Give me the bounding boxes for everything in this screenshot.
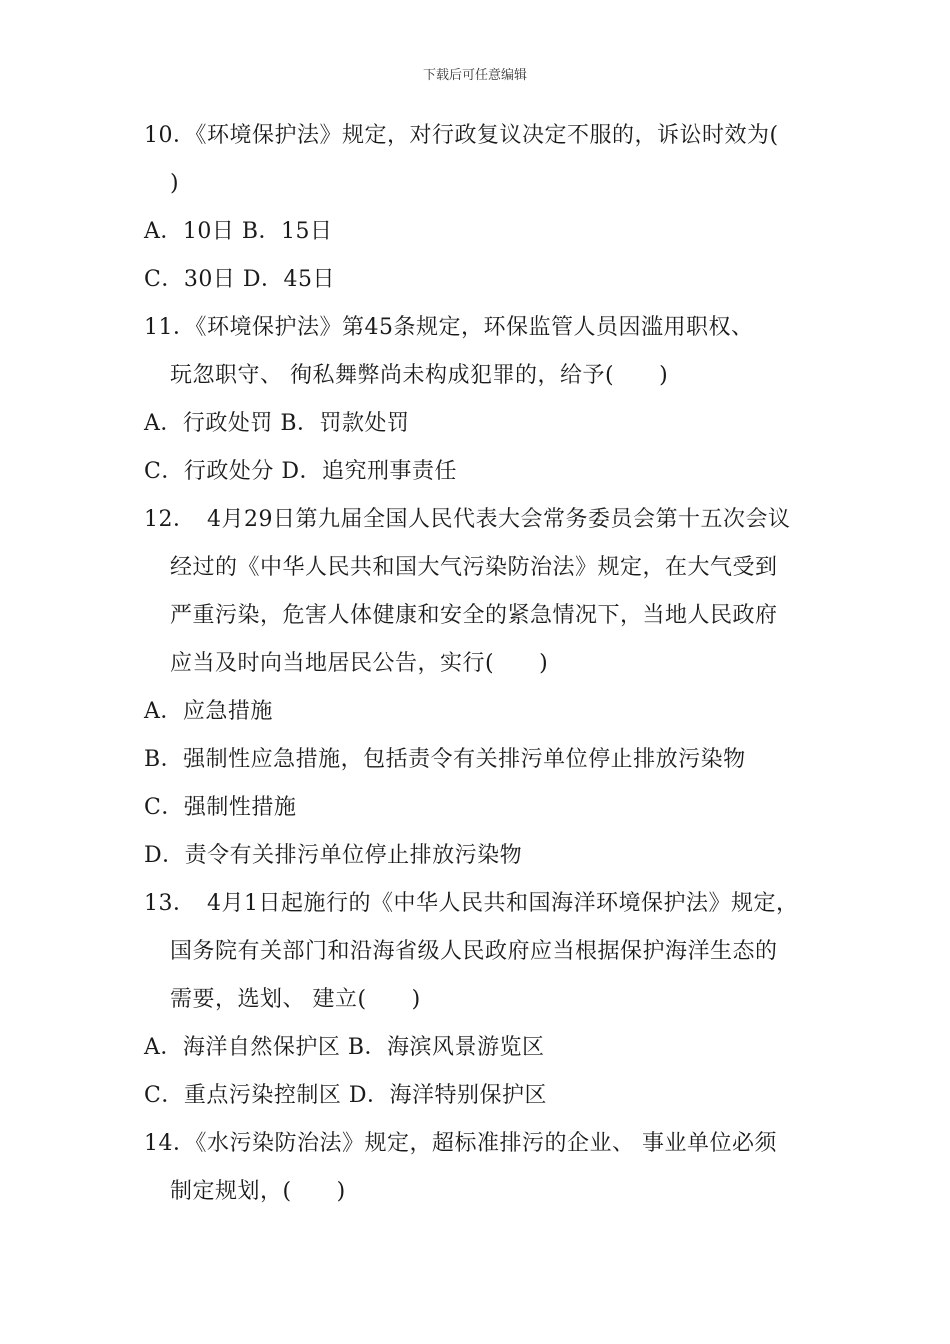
question-12-text: 12． 4月29日第九届全国人民代表大会常务委员会第十五次会议 bbox=[144, 507, 791, 532]
question-10-options-cd: C．30日 D．45日 bbox=[144, 267, 335, 292]
question-13-text-cont-1: 国务院有关部门和沿海省级人民政府应当根据保护海洋生态的 bbox=[170, 939, 778, 964]
question-13-options-cd: C．重点污染控制区 D．海洋特别保护区 bbox=[144, 1083, 547, 1108]
question-12-text-cont-2: 严重污染，危害人体健康和安全的紧急情况下，当地人民政府 bbox=[170, 603, 778, 628]
question-10-options-ab: A．10日 B．15日 bbox=[144, 219, 333, 244]
question-12-text-cont-1: 经过的《中华人民共和国大气污染防治法》规定，在大气受到 bbox=[170, 555, 778, 580]
question-11-text: 11．《环境保护法》第45条规定，环保监管人员因滥用职权、 bbox=[144, 315, 754, 340]
question-12-option-c: C．强制性措施 bbox=[144, 795, 297, 820]
question-12-text-cont-3: 应当及时向当地居民公告，实行( ) bbox=[170, 651, 549, 676]
page-header: 下载后可任意编辑 bbox=[422, 68, 527, 83]
question-14-text: 14．《水污染防治法》规定，超标准排污的企业、 事业单位必须 bbox=[144, 1131, 777, 1156]
question-11-options-ab: A．行政处罚 B．罚款处罚 bbox=[144, 411, 410, 436]
question-10-text-cont: ) bbox=[170, 171, 180, 196]
question-10-text: 10．《环境保护法》规定，对行政复议决定不服的，诉讼时效为( bbox=[144, 123, 779, 148]
question-13-text-cont-2: 需要，选划、 建立( ) bbox=[170, 987, 421, 1012]
question-12-option-b: B．强制性应急措施，包括责令有关排污单位停止排放污染物 bbox=[144, 747, 746, 772]
question-13-text: 13． 4月1日起施行的《中华人民共和国海洋环境保护法》规定， bbox=[144, 891, 799, 916]
question-11-text-cont: 玩忽职守、 徇私舞弊尚未构成犯罪的，给予( ) bbox=[170, 363, 669, 388]
question-12-option-d: D．责令有关排污单位停止排放污染物 bbox=[144, 843, 523, 868]
question-13-options-ab: A．海洋自然保护区 B．海滨风景游览区 bbox=[144, 1035, 545, 1060]
question-14-text-cont: 制定规划，( ) bbox=[170, 1179, 346, 1204]
question-12-option-a: A．应急措施 bbox=[144, 699, 273, 724]
question-11-options-cd: C．行政处分 D．追究刑事责任 bbox=[144, 459, 457, 484]
